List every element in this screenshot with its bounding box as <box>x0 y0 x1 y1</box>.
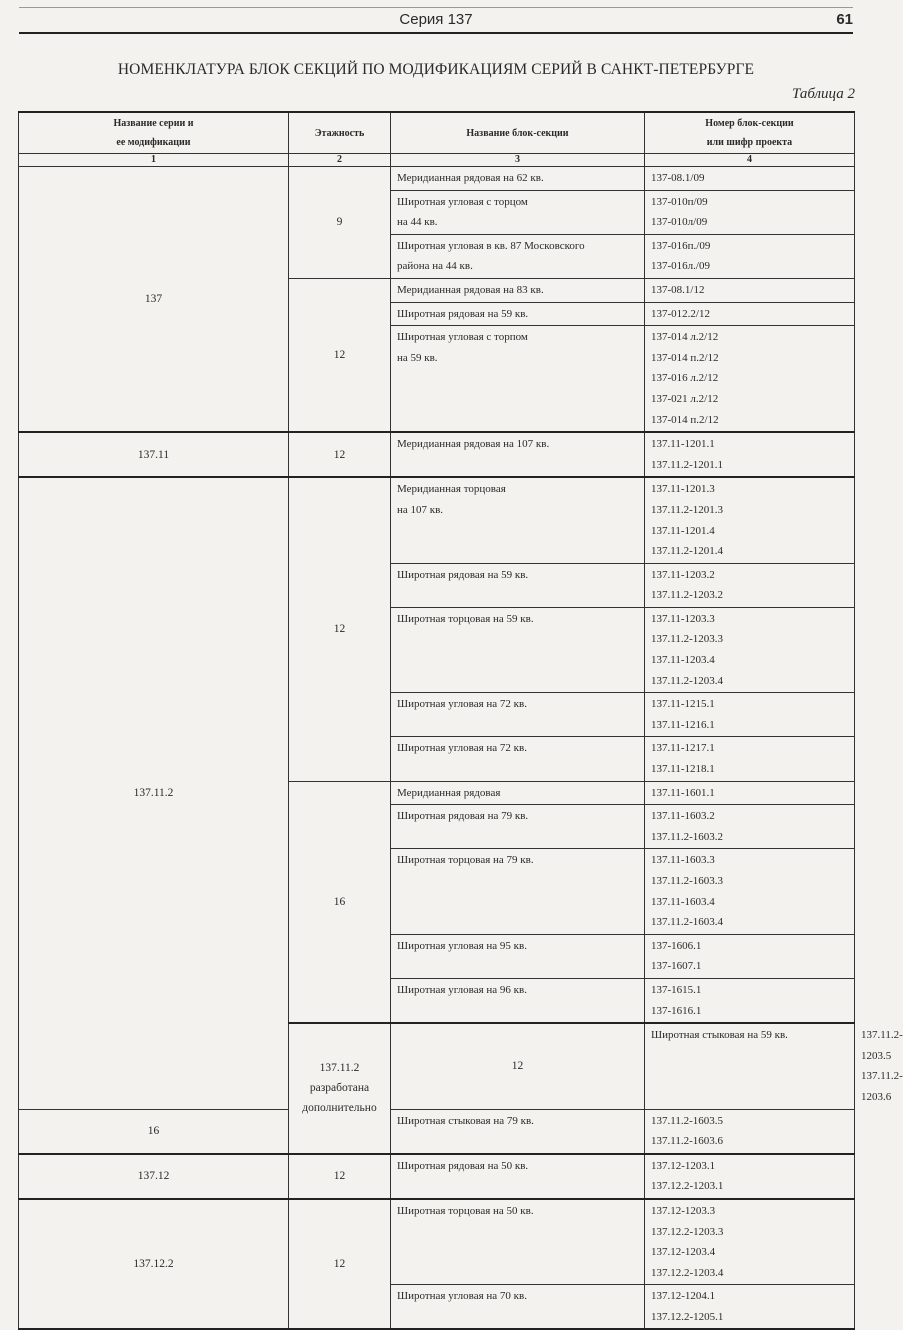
section-code-cell: 137.11-1217.1 137.11-1218.1 <box>645 737 855 781</box>
series-cell: 137.12 <box>19 1154 289 1199</box>
section-code-cell: 137.11-1201.3 137.11.2-1201.3 137.11-1201.4 137.11.2-1201.4 <box>645 477 855 563</box>
column-number-row <box>19 154 855 167</box>
section-name-cell: Широтная стыковая на 79 кв. <box>391 1109 645 1154</box>
table-row <box>19 167 855 191</box>
table-header-row <box>19 112 855 154</box>
section-code-cell: 137.11-1601.1 <box>645 781 855 805</box>
floors-cell: 12 <box>391 1023 645 1109</box>
section-code-cell: 137.11-1603.3 137.11.2-1603.3 137.11-1603.4 137.11.2-1603.4 <box>645 849 855 934</box>
column-header-section-name: Название блок-секции <box>391 112 645 154</box>
column-header-series: Название серии и ее модификации <box>19 112 289 154</box>
section-code-cell: 137-08.1/09 <box>645 167 855 191</box>
section-code-cell: 137-08.1/12 <box>645 278 855 302</box>
table-row <box>19 477 855 563</box>
section-name-cell: Меридианная торцовая на 107 кв. <box>391 477 645 563</box>
section-name-cell: Широтная стыковая на 59 кв. <box>645 1023 855 1109</box>
floors-cell: 16 <box>19 1109 289 1154</box>
table-row <box>19 1109 855 1154</box>
floors-cell: 12 <box>289 1154 391 1199</box>
header-rule <box>19 7 853 8</box>
table-row: 137.11.2 разработана дополнительно 12 Широтная стыковая на 59 кв. 137.11.2-1203.5 137.11.2-1203.6 <box>19 1023 855 1109</box>
section-code-cell: 137.11-1215.1 137.11-1216.1 <box>645 693 855 737</box>
section-code-cell: 137.12-1203.3 137.12.2-1203.3 137.12-1203.4 137.12.2-1203.4 <box>645 1199 855 1285</box>
section-code-cell: 137.11-1203.3 137.11.2-1203.3 137.11-1203.4 137.11.2-1203.4 <box>645 607 855 692</box>
column-header-floors: Этажность <box>289 112 391 154</box>
floors-cell: 12 <box>289 278 391 432</box>
floors-cell: 12 <box>289 1199 391 1330</box>
nomenclature-table <box>18 111 903 1330</box>
section-name-cell: Меридианная рядовая <box>391 781 645 805</box>
section-code-cell: 137.12-1204.1 137.12.2-1205.1 <box>645 1285 855 1330</box>
section-name-cell: Широтная угловая на 72 кв. <box>391 693 645 737</box>
section-name-cell: Широтная рядовая на 59 кв. <box>391 563 645 607</box>
series-heading: Серия 137 <box>399 11 473 28</box>
column-header-section-code: Номер блок-секции или шифр проекта <box>645 112 855 154</box>
table-row <box>19 1199 855 1285</box>
document-title: НОМЕНКЛАТУРА БЛОК СЕКЦИЙ ПО МОДИФИКАЦИЯМ СЕРИЙ В САНКТ-ПЕТЕРБУРГЕ <box>117 61 755 78</box>
section-code-cell: 137.11-1603.2 137.11.2-1603.2 <box>645 805 855 849</box>
section-name-cell: Широтная угловая на 96 кв. <box>391 978 645 1023</box>
floors-cell: 12 <box>289 432 391 477</box>
table-row <box>19 432 855 477</box>
column-number: 3 <box>391 154 645 167</box>
section-name-cell: Широтная угловая на 72 кв. <box>391 737 645 781</box>
section-code-cell: 137-012.2/12 <box>645 302 855 326</box>
section-name-cell: Меридианная рядовая на 83 кв. <box>391 278 645 302</box>
section-code-cell: 137-014 л.2/12 137-014 п.2/12 137-016 л.2/12 137-021 л.2/12 137-014 п.2/12 <box>645 326 855 432</box>
section-name-cell: Широтная торцовая на 50 кв. <box>391 1199 645 1285</box>
section-name-cell: Широтная угловая на 95 кв. <box>391 934 645 978</box>
series-cell: 137.11.2 разработана дополнительно <box>289 1023 391 1154</box>
table-label: Таблица 2 <box>792 86 855 102</box>
section-code-cell: 137.11.2-1603.5 137.11.2-1603.6 <box>645 1109 855 1154</box>
section-name-cell: Широтная угловая с торпом на 59 кв. <box>391 326 645 432</box>
section-name-cell: Широтная рядовая на 59 кв. <box>391 302 645 326</box>
section-name-cell: Широтная торцовая на 59 кв. <box>391 607 645 692</box>
series-cell: 137 <box>19 167 289 433</box>
table-row <box>19 1154 855 1199</box>
column-number: 1 <box>19 154 289 167</box>
section-code-cell: 137-1615.1 137-1616.1 <box>645 978 855 1023</box>
page-header <box>19 10 853 34</box>
section-name-cell: Широтная угловая в кв. 87 Московского района на 44 кв. <box>391 234 645 278</box>
page-number: 61 <box>836 11 853 28</box>
column-number: 2 <box>289 154 391 167</box>
section-code-cell: 137.12-1203.1 137.12.2-1203.1 <box>645 1154 855 1199</box>
section-code-cell: 137.11-1203.2 137.11.2-1203.2 <box>645 563 855 607</box>
floors-cell: 9 <box>289 167 391 279</box>
section-name-cell: Меридианная рядовая на 62 кв. <box>391 167 645 191</box>
section-code-cell: 137-016п./09 137-016л./09 <box>645 234 855 278</box>
floors-cell: 12 <box>289 477 391 781</box>
section-code-cell: 137.11-1201.1 137.11.2-1201.1 <box>645 432 855 477</box>
series-cell: 137.12.2 <box>19 1199 289 1330</box>
section-name-cell: Широтная рядовая на 50 кв. <box>391 1154 645 1199</box>
section-code-cell: 137-1606.1 137-1607.1 <box>645 934 855 978</box>
section-code-cell: 137-010п/09 137-010л/09 <box>645 190 855 234</box>
series-cell: 137.11.2 <box>19 477 289 1109</box>
series-cell: 137.11 <box>19 432 289 477</box>
column-number: 4 <box>645 154 855 167</box>
floors-cell: 16 <box>289 781 391 1023</box>
section-name-cell: Меридианная рядовая на 107 кв. <box>391 432 645 477</box>
section-name-cell: Широтная рядовая на 79 кв. <box>391 805 645 849</box>
section-name-cell: Широтная угловая с торцом на 44 кв. <box>391 190 645 234</box>
section-name-cell: Широтная угловая на 70 кв. <box>391 1285 645 1330</box>
section-name-cell: Широтная торцовая на 79 кв. <box>391 849 645 934</box>
